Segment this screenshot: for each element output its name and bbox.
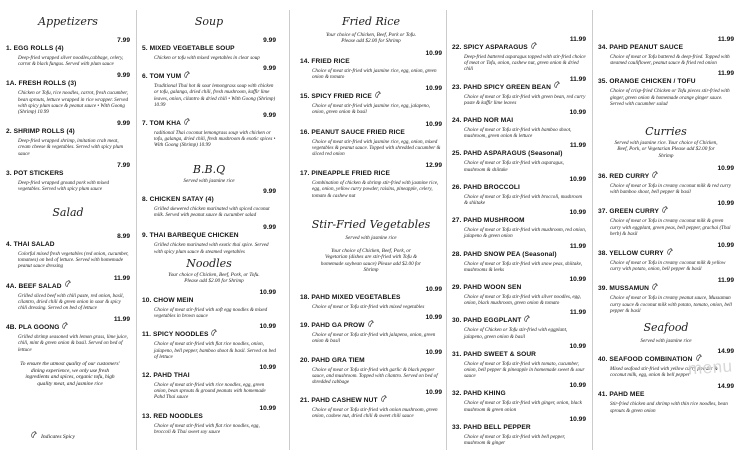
chili-icon: [183, 118, 190, 125]
chili-icon: [661, 206, 668, 213]
menu-item-name: 6. TOM YUM: [142, 73, 182, 81]
menu-item: [6, 316, 130, 353]
menu-item: [142, 188, 276, 218]
spicy-legend: [28, 425, 128, 443]
menu-item-description: Choice of meat stir-fried with soft egg noodles & mixed vegetables in brown sauce: [154, 307, 268, 320]
menu-item-name: 27. PAHD MUSHROOM: [452, 217, 525, 225]
menu-item-name: 18. PAHD MIXED VEGETABLES: [300, 294, 401, 301]
menu-item-description: Choice of meat stir-fried with flat rice noodles, onion, jalapeno, bell pepper, bamboo shoot & basil. Served on bed of lettuce: [154, 341, 276, 360]
stir-fried-note-choices: Your choice of Chicken, Beef, Pork, or Vegetarian (dishes are stir-fried with Tofu & homemade soybean sauce) Please add $2.00 for Shrimp: [320, 248, 422, 274]
column-divider: [289, 10, 290, 450]
menu-item: [452, 142, 586, 172]
section-title-salad: Salad: [52, 206, 84, 219]
menu-item-price: 11.99: [113, 274, 130, 282]
menu-item-name: 15. SPICY FRIED RICE: [300, 93, 372, 101]
menu-item-price: 9.99: [263, 188, 276, 195]
menu-item-description: Choice of meat or Tofu stir-fried with bell pepper, mushroom & ginger: [464, 433, 566, 447]
menu-item-price: 9.99: [263, 65, 276, 73]
menu-item: [300, 50, 442, 80]
menu-item-name: 30. PAHD EGGPLANT: [452, 317, 522, 325]
menu-item-name: 1. EGG ROLLS (4): [6, 45, 64, 52]
menu-item-name: 36. RED CURRY: [598, 173, 650, 180]
menu-item-name: 14. FRIED RICE: [300, 57, 350, 65]
menu-item-price: 10.99: [259, 323, 276, 331]
menu-item-description: Traditional Thai hot & sour lemongrass soup with chicken or tofu, galanga, dried chili, fresh mushroom, kaffir lime leaves, onion, cilantro & dried chili • With Goong (Shrimp) 10.99: [154, 83, 276, 108]
menu-item-name: 4B. PLA GOONG: [6, 324, 60, 332]
menu-item: [598, 165, 734, 195]
section-title-soup: Soup: [194, 15, 224, 28]
menu-item-name: 22. SPICY ASPARAGUS: [452, 44, 528, 51]
menu-item-price: 10.99: [569, 276, 586, 284]
menu-item-description: Choice of meat stir-fried with jasmine rice, egg, onion, mixed vegetables & peanut sauce. Topped with shredded cucumber & sliced red onion: [312, 138, 441, 158]
menu-item-price: 11.99: [717, 277, 734, 285]
stir-fried-list: [300, 282, 442, 420]
curries-note: Served with jasmine rice. Your choice of Chicken, Beef, Pork, or Vegetarian Please add $2.00 for Shrimp: [614, 140, 718, 159]
menu-item-name: 12. PAHD THAI: [142, 372, 190, 380]
menu-item-description: Choice of meat or Tofu in creamy coconut milk & green curry with eggplant, green peas, bell pepper, grachai (Thai herb) & basil: [610, 218, 731, 237]
menu-item-price: 10.99: [259, 404, 276, 412]
menu-item-price: 10.99: [569, 415, 586, 423]
menu-item-description: Deep-fried wrapped ground pork with mixed vegetables. Served with spicy plum sauce: [18, 179, 110, 193]
menu-item: [300, 349, 442, 386]
menu-item-description: Grilled skewered chicken marinated with spiced coconut milk. Served with peanut sauce & cucumber salad: [154, 206, 270, 219]
section-title-appetizers: Appetizers: [38, 15, 98, 28]
menu-item: [142, 37, 276, 61]
chili-icon: [651, 171, 658, 178]
menu-item-description: Stir-fried chicken and shrimp with thin rice noodles, bean sprouts & green onion: [610, 401, 728, 414]
menu-item-description: Choice of meat or Tofu stir-fried with broccoli, mushroom & shiitake: [464, 193, 583, 207]
menu-item-price: 8.99: [117, 233, 130, 240]
menu-item-price: 10.99: [259, 364, 276, 372]
menu-item: [6, 275, 130, 312]
menu-item-price: 10.99: [717, 242, 734, 250]
menu-item-description: Deep-fried battered asparagus topped with stir-fried choice of meat or Tofu, onion, cashew nut, green onion & dried chili: [464, 54, 586, 73]
menu-item-price: 10.99: [717, 165, 734, 172]
chili-icon: [183, 71, 190, 78]
column-divider: [592, 10, 593, 450]
menu-item-price: 11.99: [569, 142, 586, 150]
menu-item-price: 11.99: [717, 36, 734, 43]
menu-item-price: 10.99: [259, 289, 276, 296]
column-appetizers-salad: [6, 0, 130, 455]
menu-item-description: Colorful mixed fresh vegetables (red onion, cucumber, tomatoes) on bed of lettuce. Served with homemade peanut sauce dressing: [18, 251, 129, 270]
menu-item-price: 9.99: [117, 72, 130, 80]
menu-item-name: 31. PAHD SWEET & SOUR: [452, 350, 537, 358]
menu-item-price: 14.99: [717, 348, 734, 355]
menu-item-description: Deep-fried wrapped shrimp, imitation crab meat, cream cheese & vegetables. Served with spicy plum sauce: [18, 138, 124, 157]
menu-item: [452, 343, 586, 380]
menu-item-name: 28. PAHD SNOW PEA (Seasonal): [452, 250, 557, 258]
menu-item: [452, 109, 586, 139]
menu-item-description: Choice of meat or Tofu stir-fried with mixed vegetables: [312, 304, 425, 310]
chili-icon: [380, 395, 387, 402]
menu-item-price: 9.99: [263, 37, 276, 44]
menu-item-price: 10.99: [569, 209, 586, 217]
menu-item: [300, 85, 442, 115]
menu-item: [6, 72, 130, 115]
menu-item-price: 10.99: [717, 200, 734, 208]
menu-item-name: 17. PINEAPPLE FRIED RICE: [300, 170, 390, 178]
chili-icon: [30, 431, 37, 438]
fried-rice-note: Your choice of Chicken, Beef, Pork or Tofu. Please add $2.00 for Shrimp: [325, 32, 417, 45]
menu-item-name: 25. PAHD ASPARAGUS (Seasonal): [452, 150, 563, 158]
seafood-note: Served with jasmine rice: [640, 338, 692, 344]
column-fried-rice-stir-fried: [300, 0, 442, 455]
menu-item-name: 32. PAHD KHING: [452, 390, 506, 398]
menu-item-price: 10.99: [425, 348, 442, 356]
menu-item-price: 9.99: [263, 224, 276, 232]
menu-item-name: 40. SEAFOOD COMBINATION: [598, 356, 693, 363]
menu-item-description: Choice of meat or Tofu stir-fried with onion mushroom, green onion, cashew nut, dried chili & sweet chili sauce: [312, 407, 438, 420]
menu-item-price: 7.99: [117, 37, 130, 44]
menu-item-description: Choice of meat stir-fried with flat rice noodles, egg, broccoli & Thai sweet soy sauce: [154, 422, 260, 435]
menu-item: [142, 112, 276, 149]
menu-item-price: 10.99: [425, 286, 442, 293]
chili-icon: [530, 42, 537, 49]
menu-item-description: Mixed seafood stir-fried with yellow curry powder & coconut milk, egg, onion & bell pepper: [610, 366, 718, 379]
menu-item-price: 10.99: [569, 342, 586, 350]
menu-item-description: Choice of crisp-fried Chicken or Tofu pieces stir-fried with ginger, green onion & homemade orange ginger sauce. Served with cucumber salad: [610, 88, 730, 107]
menu-item: [6, 37, 130, 67]
menu-item: [300, 162, 442, 199]
menu-item-name: 3. POT STICKERS: [6, 169, 64, 177]
section-title-seafood: Seafood: [643, 321, 689, 334]
menu-item-name: 4. THAI SALAD: [6, 241, 55, 248]
chili-icon: [374, 91, 381, 98]
menu-item-name: 5. MIXED VEGETABLE SOUP: [142, 45, 235, 52]
menu-item-name: 7. TOM KHA: [142, 120, 181, 128]
menu-item: [452, 309, 586, 339]
menu-item-description: Choice of meat or Tofu stir-fried with mushroom, red onion, jalapeno & green onion: [464, 227, 587, 240]
menu-item-name: 23. PAHD SPICY GREEN BEAN: [452, 83, 551, 91]
menu-item-description: Choice of meat or Tofu stir-fried with bamboo shoot, mushroom, green onion & lettuce: [464, 127, 572, 140]
menu-item-description: Grilled shrimp seasoned with lemon grass, lime juice, chili, mint & green onion & basil. Served on bed of lettuce: [18, 334, 128, 353]
section-title-stir-fried: Stir-Fried Vegetables: [311, 218, 431, 231]
house-specials-list: [598, 36, 734, 107]
menu-item-name: 21. PAHD CASHEW NUT: [300, 397, 378, 405]
menu-item-price: 10.99: [569, 382, 586, 390]
watermark: menu: [687, 356, 734, 379]
menu-item-name: 20. PAHD GRA TIEM: [300, 356, 365, 364]
menu-item: [598, 383, 734, 413]
menu-item-name: 26. PAHD BROCCOLI: [452, 183, 520, 191]
menu-item-description: Choice of meat or Tofu in creamy peanut sauce, Mussamun curry sauce & coconut milk with potato, tomato, onion, bell pepper & basil: [610, 295, 732, 314]
column-curries-seafood: [598, 0, 734, 455]
menu-item-price: 11.99: [717, 70, 734, 78]
menu-item-price: 11.99: [113, 316, 130, 324]
menu-item-name: 13. RED NOODLES: [142, 412, 203, 420]
chili-icon: [64, 280, 71, 287]
stir-fried-note-rice: Served with jasmine rice: [345, 235, 397, 241]
menu-item-description: Choice of meat stir-fried with jasmine rice, egg, onion, green onion & tomato: [312, 67, 437, 81]
menu-item-name: 9. THAI BARBEQUE CHICKEN: [142, 232, 239, 240]
menu-item-description: Grilled sliced beef with chili paste, red onion, basil, cilantro, dried chili & green onion in sour & spicy chili dressing. Served on bed of lettuce: [18, 292, 124, 312]
menu-item-price: 11.99: [569, 36, 586, 43]
chili-icon: [553, 81, 560, 88]
menu-item-price: 14.99: [717, 383, 734, 391]
menu-item-price: 11.99: [569, 309, 586, 317]
menu-item-description: Choice of meat or Tofu stir-fried with asparagus, mushroom & shiitake: [464, 160, 564, 173]
menu-item-description: Choice of meat stir-fried with jasmine rice, egg, jalapeno, onion, green onion & basil: [312, 103, 431, 116]
menu-item: [300, 389, 442, 419]
menu-item-price: 10.99: [425, 85, 442, 93]
menu-item-description: Choice of meat or Tofu battered & deep-fried. Topped with steamed cauliflower, peanut sauce & fried red onion: [610, 54, 730, 67]
menu-item: [142, 289, 276, 319]
menu-item-name: 16. PEANUT SAUCE FRIED RICE: [300, 128, 405, 136]
menu-item-price: 10.99: [425, 49, 442, 57]
menu-item-price: 10.99: [425, 314, 442, 322]
section-title-bbq: B.B.Q: [192, 163, 226, 176]
menu-item-description: Choice of meat or Tofu stir-fried with silver noodles, egg, onion, black mushroom, green onion & tomato: [464, 294, 582, 307]
menu-item-name: 4A. BEEF SALAD: [6, 282, 62, 290]
bbq-note: Served with jasmine rice: [183, 178, 235, 184]
menu-item: [142, 224, 276, 254]
menu-item-description: Choice of meat or Tofu stir-fried with snow peas, shiitake, mushrooms & leeks: [464, 260, 583, 273]
section-title-curries: Curries: [645, 125, 687, 138]
noodles-list: [142, 285, 276, 435]
column-stir-fried-continued: [452, 0, 586, 455]
chili-icon: [651, 283, 658, 290]
menu-item-description: Choice of meat or Tofu stir-fried with ginger, onion, black mushroom & green onion: [464, 400, 582, 413]
menu-item-description: Combination of chicken & shrimp stir-fried with jasmine rice, egg, onion, yellow curry powder, raisins, pineapple, celery, tomato & cashew nut: [312, 180, 439, 199]
column-soup-bbq-noodles: [142, 0, 276, 455]
quality-note: To ensure the utmost quality of our customers' dining experience, we only use fresh ingredients and spices, organic tofu, high quality meat, and jasmine rice: [20, 361, 120, 387]
column-divider: [136, 10, 137, 450]
menu-item-description: Choice of meat or Tofu stir-fried with garlic & black pepper sauce, and mushroom. Topped with cilantro. Served on bed of shredded cabbage: [312, 366, 438, 386]
section-title-fried-rice: Fried Rice: [342, 15, 400, 28]
menu-item-name: 33. PAHD BELL PEPPER: [452, 423, 531, 431]
menu-item: [598, 277, 734, 314]
menu-item: [452, 36, 586, 73]
seafood-list: [598, 343, 734, 414]
menu-item-description: Chicken or Tofu, rice noodles, carrot, fresh cucumber, bean sprouts, lettuce wrapped in rice wrapper. Served with spicy plum sauce & peanut sauce • With Goong (Shrimp) 10.99: [18, 90, 129, 116]
menu-item-price: 10.99: [569, 175, 586, 183]
spicy-legend-text: Indicates Spicy: [41, 434, 76, 440]
column-divider: [446, 10, 447, 450]
menu-item-name: 39. MUSSAMUN: [598, 285, 650, 293]
menu-item: [452, 276, 586, 306]
menu-item: [142, 405, 276, 435]
menu-item: [300, 286, 442, 310]
menu-item-price: 10.99: [425, 120, 442, 128]
chili-icon: [523, 315, 530, 322]
curries-list: [598, 160, 734, 314]
menu-item-name: 38. YELLOW CURRY: [598, 250, 664, 258]
menu-item-name: 8. CHICKEN SATAY (4): [142, 196, 214, 203]
menu-item: [598, 200, 734, 237]
chili-icon: [367, 320, 374, 327]
menu-item: [452, 76, 586, 106]
noodles-note: Your choice of Chicken, Beef, Pork, or Tofu. Please add $2.00 for Shrimp: [168, 272, 260, 285]
menu-item: [6, 120, 130, 157]
menu-item: [300, 121, 442, 158]
menu-item: [452, 416, 586, 446]
menu-item: [598, 242, 734, 272]
menu-item-name: 2. SHRIMP ROLLS (4): [6, 128, 75, 136]
menu-item-description: Choice of Chicken or Tofu stir-fried with eggplant, jalapeno, green onion & basil: [464, 327, 568, 340]
menu-item-description: Choice of meat or Tofu stir-fried with green bean, red curry paste & kaffir lime leaves: [464, 93, 586, 106]
menu-item-description: Choice of meat or Tofu stir-fried with jalapeno, onion, green onion & basil: [312, 332, 436, 345]
menu-item-description: Choice of meat or Tofu in creamy coconut milk & yellow curry with potato, onion, bell pepper & basil: [610, 260, 726, 273]
menu-item-description: Choice of meat stir-fried with rice noodles, egg, green onion, bean sprouts & ground peanuts with homemade Pahd Thai sauce: [154, 382, 266, 401]
menu-item-price: 10.99: [425, 389, 442, 397]
appetizers-list: [6, 37, 130, 192]
menu-item: [6, 233, 130, 270]
chili-icon: [666, 248, 673, 255]
bbq-list: [142, 182, 276, 255]
menu-item-name: 10. CHOW MEIN: [142, 297, 194, 304]
menu-item: [452, 209, 586, 239]
soup-list: [142, 37, 276, 149]
menu-item: [452, 243, 586, 273]
menu-item-price: 9.99: [263, 112, 276, 120]
menu-item-price: 11.99: [569, 75, 586, 83]
chili-icon: [210, 329, 217, 336]
fried-rice-list: [300, 50, 442, 199]
section-title-noodles: Noodles: [186, 257, 232, 270]
menu-item-name: 35. ORANGE CHICKEN / TOFU: [598, 78, 696, 86]
menu-item-name: 41. PAHD MEE: [598, 391, 645, 399]
menu-item: [452, 176, 586, 206]
menu-item-name: 34. PAHD PEANUT SAUCE: [598, 44, 684, 51]
menu-item-name: 11. SPICY NOODLES: [142, 331, 209, 339]
menu-item: [598, 70, 734, 107]
chili-icon: [61, 322, 68, 329]
menu-item-price: 10.99: [569, 109, 586, 117]
menu-item-name: 37. GREEN CURRY: [598, 208, 659, 216]
menu-item: [142, 323, 276, 360]
menu-item-description: Chicken or tofu with mixed vegetables in clear soup: [154, 55, 260, 61]
menu-item-description: Grilled chicken marinated with exotic thai spice. Served with spicy plum sauce & steamed vegetables: [154, 242, 269, 255]
menu-item-name: 19. PAHD GA PROW: [300, 322, 365, 330]
menu-item-name: 24. PAHD NOR MAI: [452, 117, 514, 125]
menu-item-description: raditional Thai coconut lemongrass soup with chicken or tofu, galanga, dried chili, fresh mushroom & exotic spices • With Goong (Shrimp) 10.99: [154, 130, 276, 149]
menu-item-description: Deep-fried wrapped silver noodles,cabbage, celery, carrot & black fungus. Served with plum sauce: [18, 55, 124, 68]
menu-item: [6, 162, 130, 192]
stir-fried-continued-list: [452, 36, 586, 446]
menu-item: [142, 65, 276, 108]
menu-item-description: Choice of meat or Tofu in creamy coconut milk & red curry with bamboo shoot, bell pepper & basil: [610, 183, 731, 196]
menu-item-price: 11.99: [569, 242, 586, 250]
salad-list: [6, 228, 130, 353]
menu-item: [142, 364, 276, 401]
menu-item-name: 29. PAHD WOON SEN: [452, 284, 522, 292]
menu-item-price: 12.99: [425, 162, 442, 170]
menu-item: [300, 314, 442, 344]
menu-item-price: 7.99: [117, 161, 130, 169]
menu-item: [452, 382, 586, 412]
menu-item-name: 1A. FRESH ROLLS (3): [6, 80, 77, 88]
menu-item-description: Choice of meat or Tofu stir-fried with tomato, cucumber, onion, bell pepper & pineapple in homemade sweet & sour sauce: [464, 360, 585, 380]
menu-item-price: 9.99: [117, 120, 130, 128]
menu-item: [598, 36, 734, 66]
